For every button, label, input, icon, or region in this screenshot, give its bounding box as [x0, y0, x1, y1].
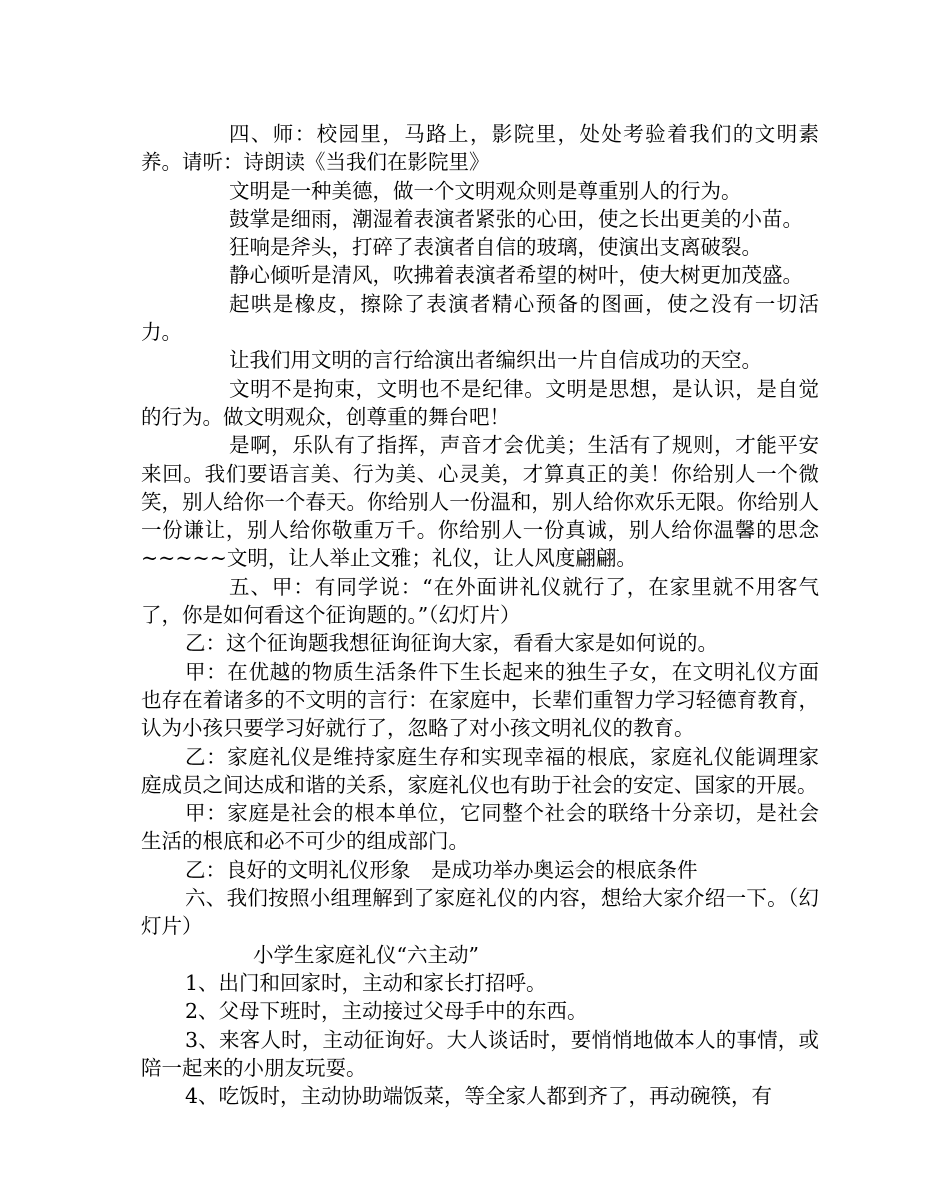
- paragraph-dialogue: 甲：在优越的物质生活条件下生长起来的独生子女，在文明礼仪方面也存在着诸多的不文明的言行：在家庭中，长辈们重智力学习轻德育教育，认为小孩只要学习好就行了，忽略了对小孩文明礼仪的教育。: [141, 659, 819, 741]
- list-item: 3、来客人时，主动征询好。大人谈话时，要悄悄地做本人的事情，或陪一起来的小朋友玩耍。: [141, 1027, 819, 1080]
- paragraph-poem-line: 文明是一种美德，做一个文明观众则是尊重别人的行为。: [229, 178, 742, 203]
- paragraph-poem-line: 狂响是斧头，打碎了表演者自信的玻璃，使演出支离破裂。: [229, 235, 762, 260]
- paragraph-dialogue: 甲：家庭是社会的根本单位，它同整个社会的联络十分亲切，是社会生活的根底和必不可少的组成部门。: [141, 801, 819, 854]
- section-heading: 小学生家庭礼仪“六主动”: [253, 942, 479, 967]
- paragraph-poem-closing: 是啊，乐队有了指挥，声音才会优美；生活有了规则，才能平安来回。我们要语言美、行为美、心灵美，才算真正的美！你给别人一个微笑，别人给你一个春天。你给别人一份温和，别人给你欢乐无限。你给别人一份谦让，别人给你敬重万千。你给别人一份真诚，别人给你温馨的思念~~~~~文明，让人举止文雅；礼仪，让人风度翩翩。: [141, 433, 819, 571]
- list-item: 2、父母下班时，主动接过父母手中的东西。: [185, 999, 588, 1024]
- paragraph-section-five: 五、甲：有同学说：“在外面讲礼仪就行了，在家里就不用客气了，你是如何看这个征询题的。”（幻灯片）: [141, 574, 819, 628]
- paragraph-dialogue: 乙：家庭礼仪是维持家庭生存和实现幸福的根底，家庭礼仪能调理家庭成员之间达成和谐的关系，家庭礼仪也有助于社会的安定、国家的开展。: [141, 744, 819, 797]
- paragraph-section-six: 六、我们按照小组理解到了家庭礼仪的内容，想给大家介绍一下。（幻灯片）: [141, 886, 819, 939]
- list-item: 4、吃饭时，主动协助端饭菜，等全家人都到齐了，再动碗筷，有: [185, 1084, 773, 1109]
- list-item: 1、出门和回家时，主动和家长打招呼。: [185, 970, 547, 995]
- document-body: [141, 120, 819, 1110]
- paragraph-poem-intro: 四、师：校园里，马路上，影院里，处处考验着我们的文明素养。请听：诗朗读《当我们在影院里》: [141, 122, 819, 175]
- paragraph-dialogue: 乙：这个征询题我想征询征询大家，看看大家是如何说的。: [185, 631, 718, 656]
- paragraph-poem-line: 鼓掌是细雨，潮湿着表演者紧张的心田，使之长出更美的小苗。: [229, 206, 803, 231]
- paragraph-dialogue: 乙：良好的文明礼仪形象 是成功举办奥运会的根底条件: [185, 857, 698, 882]
- paragraph-poem-line: 让我们用文明的言行给演出者编织出一片自信成功的天空。: [229, 348, 762, 373]
- paragraph-poem-line: 文明不是拘束，文明也不是纪律。文明是思想，是认识，是自觉的行为。做文明观众，创尊重的舞台吧！: [141, 376, 819, 429]
- paragraph-poem-line: 起哄是橡皮，擦除了表演者精心预备的图画，使之没有一切活力。: [141, 291, 819, 345]
- paragraph-poem-line: 静心倾听是清风，吹拂着表演者希望的树叶，使大树更加茂盛。: [229, 263, 803, 288]
